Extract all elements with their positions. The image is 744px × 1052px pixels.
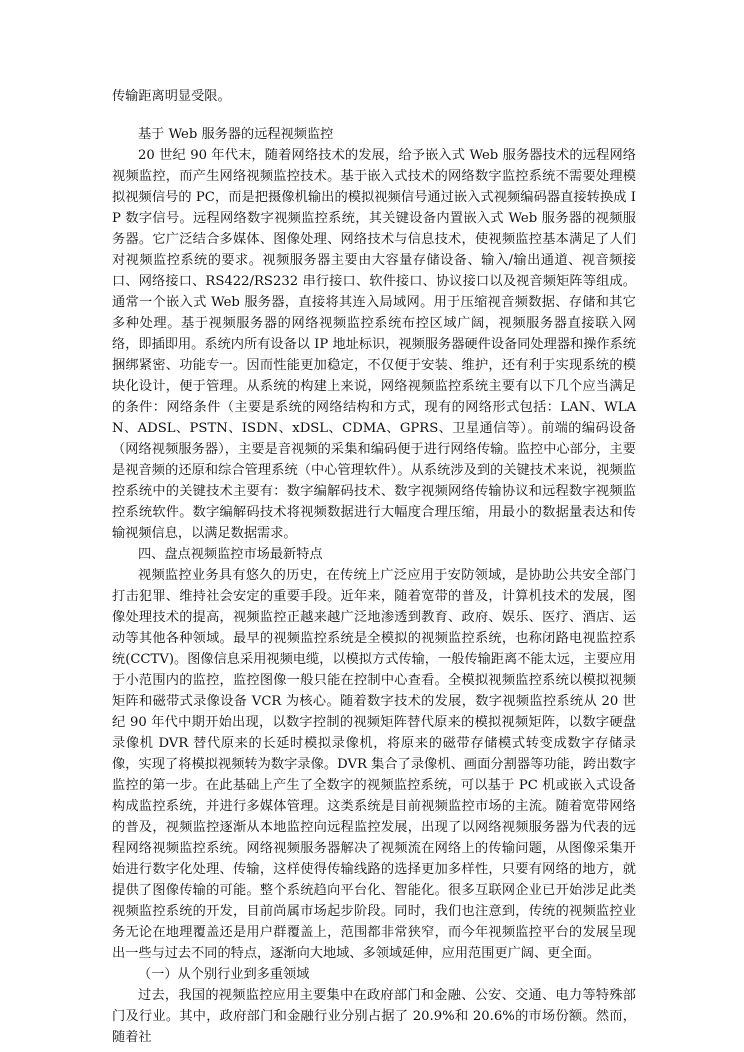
- paragraph-multi-domain: 过去，我国的视频监控应用主要集中在政府部门和金融、公安、交通、电力等特殊部门及行业。其中，政府部门和金融行业分别占据了 20.9%和 20.6%的市场份额。然而，随着社: [112, 988, 636, 1045]
- section-heading-web-server-monitoring: 基于 Web 服务器的远程视频监控: [138, 127, 334, 142]
- paragraph-web-server-monitoring: 20 世纪 90 年代末，随着网络技术的发展，给予嵌入式 Web 服务器技术的远程网络视频监控，而产生网络视频监控技术。基于嵌入式技术的网络数字监控系统不需要处理模拟视频信号的 PC，而是把摄像机输出的模拟视频信号通过嵌入式视频编码器直接转换成 IP 数字信号。远程网络数字视频监控系统，其关键设备内置嵌入式 Web 服务器的视频服务器。它广泛结合多媒体、图像处理、网络技术与信息技术，使视频监控基本满足了人们对视频监控系统的要求。视频服务器主要由大容量存储设备、输入/输出通道、视音频接口、网络接口、RS422/RS232 串行接口、软件接口、协议接口以及视音频矩阵等组成。通常一个嵌入式 Web 服务器，直接将其连入局域网。用于压缩视音频数据、存储和其它多种处理。基于视频服务器的网络视频监控系统布控区域广阔，视频服务器直接联入网络，即插即用。系统内所有设备以 IP 地址标识，视频服务器硬件设备同处理器和操作系统捆绑紧密、功能专一。因而性能更加稳定，不仅便于安装、维护，还有利于实现系统的模块化设计，便于管理。从系统的构建上来说，网络视频监控系统主要有以下几个应当满足的条件：网络条件（主要是系统的网络结构和方式，现有的网络形式包括：LAN、WLAN、ADSL、PSTN、ISDN、xDSL、CDMA、GPRS、卫星通信等）。前端的编码设备（网络视频服务器），主要是音视频的采集和编码便于进行网络传输。监控中心部分，主要是视音频的还原和综合管理系统（中心管理软件）。从系统涉及到的关键技术来说，视频监控系统中的关键技术主要有：数字编解码技术、数字视频网络传输协议和远程数字视频监控系统软件。数字编解码技术将视频数据进行大幅度合理压缩，用最小的数据量表达和传输视频信息，以满足数据需求。: [112, 148, 636, 541]
- paragraph-continuation: 传输距离明显受限。: [112, 89, 231, 104]
- document-body: [112, 86, 636, 1048]
- section-heading-market-features: 四、盘点视频监控市场最新特点: [138, 547, 323, 562]
- subsection-heading-multi-domain: （一）从个别行业到多重领域: [138, 967, 310, 982]
- paragraph-market-features: 视频监控业务具有悠久的历史，在传统上广泛应用于安防领域，是协助公共安全部门打击犯罪、维持社会安定的重要手段。近年来，随着宽带的普及，计算机技术的发展，图像处理技术的提高，视频监控正越来越广泛地渗透到教育、政府、娱乐、医疗、酒店、运动等其他各种领域。最早的视频监控系统是全模拟的视频监控系统，也称闭路电视监控系统(CCTV)。图像信息采用视频电缆，以模拟方式传输，一般传输距离不能太远，主要应用于小范围内的监控，监控图像一般只能在控制中心查看。全模拟视频监控系统以模拟视频矩阵和磁带式录像设备 VCR 为核心。随着数字技术的发展，数字视频监控系统从 20 世纪 90 年代中期开始出现，以数字控制的视频矩阵替代原来的模拟视频矩阵，以数字硬盘录像机 DVR 替代原来的长延时模拟录像机，将原来的磁带存储模式转变成数字存储录像，实现了将模拟视频转为数字录像。DVR 集合了录像机、画面分割器等功能，跨出数字监控的第一步。在此基础上产生了全数字的视频监控系统，可以基于 PC 机或嵌入式设备构成监控系统，并进行多媒体管理。这类系统是目前视频监控市场的主流。随着宽带网络的普及，视频监控逐渐从本地监控向远程监控发展，出现了以网络视频服务器为代表的远程网络视频监控系统。网络视频服务器解决了视频流在网络上的传输问题，从图像采集开始进行数字化处理、传输，这样使得传输线路的选择更加多样性，只要有网络的地方，就提供了图像传输的可能。整个系统趋向平台化、智能化。很多互联网企业已开始涉足此类视频监控系统的开发，目前尚属市场起步阶段。同时，我们也注意到，传统的视频监控业务无论在地理覆盖还是用户群覆盖上，范围都非常狭窄，而今年视频监控平台的发展呈现出一些与过去不同的特点，逐渐向大地域、多领域延伸，应用范围更广阔、更全面。: [112, 568, 636, 961]
